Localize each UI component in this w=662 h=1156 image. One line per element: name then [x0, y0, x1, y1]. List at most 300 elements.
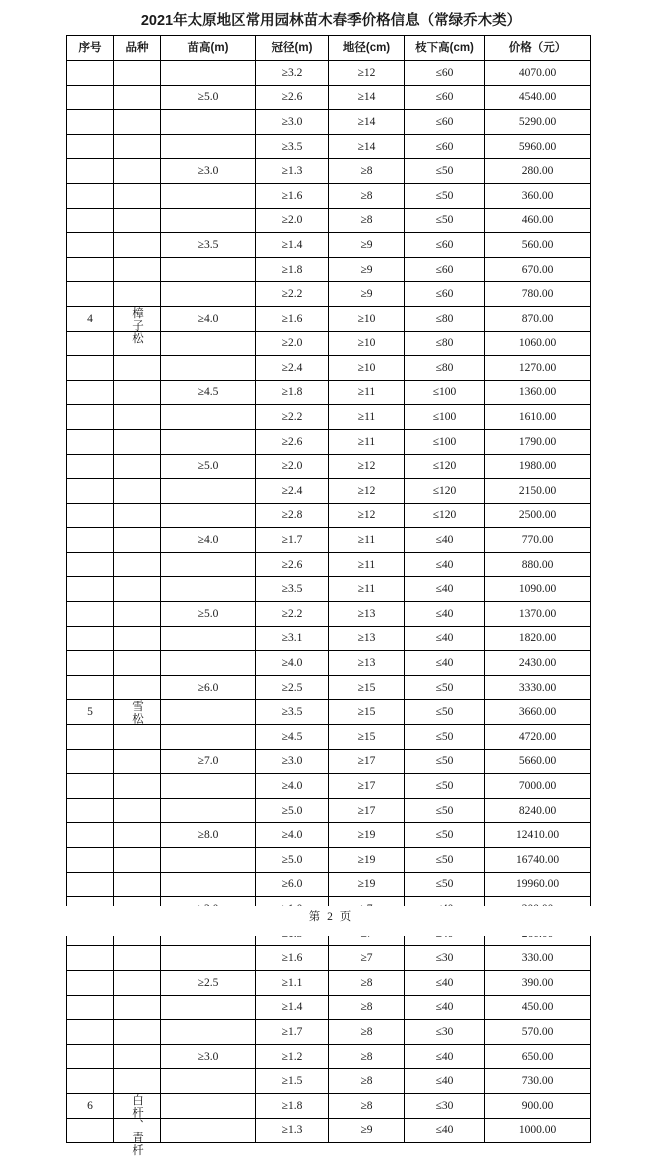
cell-index [67, 134, 114, 159]
cell-diameter: ≥9 [329, 1118, 405, 1143]
cell-diameter: ≥13 [329, 626, 405, 651]
table-row [67, 651, 591, 676]
cell-height [161, 208, 256, 233]
table-row [67, 626, 591, 651]
cell-diameter: ≥12 [329, 479, 405, 504]
cell-diameter: ≥8 [329, 1093, 405, 1118]
cell-branch: ≤80 [405, 356, 485, 381]
cell-crown: ≥1.4 [256, 233, 329, 258]
cell-diameter: ≥11 [329, 429, 405, 454]
cell-index [67, 257, 114, 282]
cell-crown: ≥1.4 [256, 995, 329, 1020]
cell-variety [114, 356, 161, 381]
cell-index [67, 651, 114, 676]
cell-height: ≥7.0 [161, 749, 256, 774]
cell-height: ≥5.0 [161, 85, 256, 110]
cell-branch: ≤120 [405, 479, 485, 504]
cell-index [67, 110, 114, 135]
cell-branch: ≤80 [405, 331, 485, 356]
cell-diameter: ≥11 [329, 552, 405, 577]
cell-branch: ≤30 [405, 946, 485, 971]
cell-price: 4070.00 [485, 61, 591, 86]
cell-height: ≥4.5 [161, 380, 256, 405]
cell-height [161, 282, 256, 307]
cell-price: 1980.00 [485, 454, 591, 479]
cell-branch: ≤100 [405, 380, 485, 405]
cell-branch: ≤50 [405, 823, 485, 848]
cell-diameter: ≥8 [329, 970, 405, 995]
cell-height: ≥6.0 [161, 675, 256, 700]
cell-variety [114, 552, 161, 577]
cell-height [161, 356, 256, 381]
cell-price: 5960.00 [485, 134, 591, 159]
cell-price: 1610.00 [485, 405, 591, 430]
cell-crown: ≥2.4 [256, 479, 329, 504]
cell-height [161, 700, 256, 725]
cell-diameter: ≥17 [329, 798, 405, 823]
cell-diameter: ≥10 [329, 306, 405, 331]
cell-variety [114, 1044, 161, 1069]
cell-branch: ≤120 [405, 503, 485, 528]
cell-index [67, 946, 114, 971]
cell-height [161, 257, 256, 282]
cell-price: 670.00 [485, 257, 591, 282]
table-row [67, 61, 591, 86]
cell-variety [114, 405, 161, 430]
cell-index [67, 208, 114, 233]
cell-height: ≥3.0 [161, 159, 256, 184]
cell-price: 460.00 [485, 208, 591, 233]
cell-crown: ≥2.2 [256, 405, 329, 430]
page-title: 2021年太原地区常用园林苗木春季价格信息（常绿乔木类） [140, 13, 522, 29]
cell-height: ≥3.0 [161, 1044, 256, 1069]
cell-price: 4540.00 [485, 85, 591, 110]
cell-crown: ≥4.5 [256, 725, 329, 750]
cell-branch: ≤80 [405, 306, 485, 331]
cell-crown: ≥5.0 [256, 848, 329, 873]
cell-index [67, 626, 114, 651]
cell-index [67, 552, 114, 577]
cell-branch: ≤50 [405, 774, 485, 799]
table-row [67, 1069, 591, 1094]
cell-index [67, 159, 114, 184]
cell-price: 1360.00 [485, 380, 591, 405]
column-header-price: 价格（元） [485, 36, 591, 61]
column-header-diameter: 地径(cm) [329, 36, 405, 61]
table-row [67, 454, 591, 479]
cell-variety [114, 872, 161, 897]
cell-branch: ≤40 [405, 552, 485, 577]
cell-height [161, 429, 256, 454]
cell-price: 900.00 [485, 1093, 591, 1118]
cell-crown: ≥2.4 [256, 356, 329, 381]
cell-diameter: ≥9 [329, 282, 405, 307]
cell-height [161, 651, 256, 676]
cell-branch: ≤50 [405, 159, 485, 184]
cell-branch: ≤50 [405, 749, 485, 774]
cell-diameter: ≥11 [329, 577, 405, 602]
cell-index [67, 970, 114, 995]
cell-height [161, 774, 256, 799]
cell-crown: ≥2.2 [256, 602, 329, 627]
cell-index: 5 [67, 700, 114, 725]
table-row [67, 331, 591, 356]
cell-price: 8240.00 [485, 798, 591, 823]
cell-branch: ≤50 [405, 725, 485, 750]
cell-branch: ≤30 [405, 1020, 485, 1045]
cell-variety [114, 577, 161, 602]
cell-diameter: ≥19 [329, 823, 405, 848]
cell-crown: ≥1.3 [256, 159, 329, 184]
cell-variety [114, 110, 161, 135]
cell-price: 4720.00 [485, 725, 591, 750]
cell-crown: ≥6.0 [256, 872, 329, 897]
cell-index [67, 405, 114, 430]
cell-diameter: ≥8 [329, 995, 405, 1020]
cell-price: 1370.00 [485, 602, 591, 627]
cell-index [67, 749, 114, 774]
cell-diameter: ≥8 [329, 159, 405, 184]
cell-index: 6 [67, 1093, 114, 1118]
cell-crown: ≥3.1 [256, 626, 329, 651]
column-header-branch: 枝下高(cm) [405, 36, 485, 61]
cell-branch: ≤40 [405, 1044, 485, 1069]
cell-branch: ≤50 [405, 208, 485, 233]
cell-index [67, 872, 114, 897]
cell-price: 1090.00 [485, 577, 591, 602]
table-row [67, 552, 591, 577]
cell-price: 730.00 [485, 1069, 591, 1094]
cell-price: 1060.00 [485, 331, 591, 356]
page-footer: 第 2 页 [308, 911, 354, 923]
table-row [67, 159, 591, 184]
cell-height [161, 503, 256, 528]
cell-branch: ≤50 [405, 872, 485, 897]
cell-index [67, 454, 114, 479]
cell-branch: ≤40 [405, 1069, 485, 1094]
table-row [67, 577, 591, 602]
variety-label: 雪松 [131, 700, 144, 726]
cell-variety [114, 1093, 161, 1156]
cell-diameter: ≥7 [329, 946, 405, 971]
cell-index [67, 429, 114, 454]
cell-diameter: ≥10 [329, 356, 405, 381]
cell-index [67, 528, 114, 553]
cell-index [67, 380, 114, 405]
cell-variety [114, 61, 161, 86]
cell-diameter: ≥13 [329, 602, 405, 627]
cell-height [161, 183, 256, 208]
cell-branch: ≤50 [405, 848, 485, 873]
cell-price: 16740.00 [485, 848, 591, 873]
cell-price: 450.00 [485, 995, 591, 1020]
cell-variety [114, 503, 161, 528]
cell-index [67, 774, 114, 799]
cell-variety [114, 823, 161, 848]
cell-branch: ≤50 [405, 675, 485, 700]
table-row [67, 946, 591, 971]
cell-crown: ≥3.2 [256, 61, 329, 86]
cell-crown: ≥2.2 [256, 282, 329, 307]
cell-variety [114, 183, 161, 208]
cell-crown: ≥1.8 [256, 1093, 329, 1118]
cell-diameter: ≥13 [329, 651, 405, 676]
table-row [67, 405, 591, 430]
cell-height: ≥4.0 [161, 528, 256, 553]
cell-branch: ≤50 [405, 700, 485, 725]
cell-variety [114, 848, 161, 873]
cell-price: 1790.00 [485, 429, 591, 454]
table-row [67, 749, 591, 774]
cell-variety [114, 159, 161, 184]
cell-branch: ≤120 [405, 454, 485, 479]
cell-index: 4 [67, 306, 114, 331]
table-row [67, 528, 591, 553]
cell-branch: ≤40 [405, 651, 485, 676]
cell-height [161, 479, 256, 504]
cell-index [67, 1069, 114, 1094]
cell-crown: ≥2.0 [256, 454, 329, 479]
cell-diameter: ≥19 [329, 872, 405, 897]
table-row [67, 306, 591, 331]
cell-branch: ≤40 [405, 602, 485, 627]
cell-diameter: ≥19 [329, 848, 405, 873]
cell-price: 770.00 [485, 528, 591, 553]
cell-index [67, 1020, 114, 1045]
cell-branch: ≤60 [405, 61, 485, 86]
cell-crown: ≥3.0 [256, 749, 329, 774]
cell-crown: ≥3.5 [256, 700, 329, 725]
cell-index [67, 233, 114, 258]
cell-variety [114, 725, 161, 750]
cell-branch: ≤40 [405, 970, 485, 995]
cell-branch: ≤100 [405, 405, 485, 430]
cell-price: 12410.00 [485, 823, 591, 848]
cell-price: 1270.00 [485, 356, 591, 381]
cell-branch: ≤60 [405, 257, 485, 282]
cell-index [67, 848, 114, 873]
column-header-height: 苗高(m) [161, 36, 256, 61]
cell-height [161, 995, 256, 1020]
table-row [67, 725, 591, 750]
price-table-container [66, 35, 590, 1156]
table-row [67, 233, 591, 258]
cell-height [161, 110, 256, 135]
cell-price: 1000.00 [485, 1118, 591, 1143]
cell-diameter: ≥8 [329, 1020, 405, 1045]
cell-crown: ≥5.0 [256, 798, 329, 823]
cell-diameter: ≥12 [329, 503, 405, 528]
cell-diameter: ≥14 [329, 110, 405, 135]
cell-price: 19960.00 [485, 872, 591, 897]
cell-branch: ≤40 [405, 995, 485, 1020]
table-row [67, 700, 591, 725]
table-row [67, 183, 591, 208]
cell-height [161, 848, 256, 873]
cell-height [161, 1069, 256, 1094]
cell-diameter: ≥12 [329, 454, 405, 479]
cell-height [161, 946, 256, 971]
cell-index [67, 823, 114, 848]
cell-crown: ≥1.8 [256, 257, 329, 282]
cell-price: 3660.00 [485, 700, 591, 725]
table-body [67, 61, 591, 1156]
cell-price: 2150.00 [485, 479, 591, 504]
cell-crown: ≥1.1 [256, 970, 329, 995]
table-header-row [67, 36, 591, 61]
cell-index [67, 282, 114, 307]
cell-diameter: ≥8 [329, 1044, 405, 1069]
table-row [67, 134, 591, 159]
cell-index [67, 85, 114, 110]
table-row [67, 1118, 591, 1143]
table-row [67, 823, 591, 848]
cell-branch: ≤50 [405, 183, 485, 208]
cell-variety [114, 774, 161, 799]
cell-branch: ≤100 [405, 429, 485, 454]
cell-variety [114, 700, 161, 725]
cell-crown: ≥4.0 [256, 651, 329, 676]
price-table [66, 35, 591, 1156]
cell-branch: ≤30 [405, 1093, 485, 1118]
cell-diameter: ≥14 [329, 85, 405, 110]
cell-crown: ≥4.0 [256, 823, 329, 848]
cell-branch: ≤60 [405, 282, 485, 307]
cell-height [161, 577, 256, 602]
table-row [67, 356, 591, 381]
cell-height: ≥3.5 [161, 233, 256, 258]
cell-variety [114, 257, 161, 282]
cell-index [67, 602, 114, 627]
cell-height [161, 331, 256, 356]
cell-variety [114, 429, 161, 454]
cell-height [161, 872, 256, 897]
table-row [67, 1020, 591, 1045]
cell-diameter: ≥11 [329, 405, 405, 430]
cell-crown: ≥2.0 [256, 208, 329, 233]
cell-height: ≥8.0 [161, 823, 256, 848]
cell-diameter: ≥17 [329, 749, 405, 774]
cell-index [67, 675, 114, 700]
cell-index [67, 798, 114, 823]
cell-crown: ≥3.5 [256, 134, 329, 159]
table-row [67, 257, 591, 282]
cell-crown: ≥2.0 [256, 331, 329, 356]
table-row [67, 1044, 591, 1069]
table-row [67, 282, 591, 307]
cell-crown: ≥2.6 [256, 552, 329, 577]
column-header-index: 序号 [67, 36, 114, 61]
cell-index [67, 503, 114, 528]
cell-diameter: ≥9 [329, 233, 405, 258]
cell-variety [114, 282, 161, 307]
cell-price: 7000.00 [485, 774, 591, 799]
cell-branch: ≤40 [405, 626, 485, 651]
cell-crown: ≥2.6 [256, 85, 329, 110]
cell-diameter: ≥8 [329, 1069, 405, 1094]
cell-height [161, 61, 256, 86]
cell-crown: ≥1.7 [256, 1020, 329, 1045]
table-row [67, 110, 591, 135]
cell-variety [114, 798, 161, 823]
cell-variety [114, 602, 161, 627]
cell-diameter: ≥8 [329, 208, 405, 233]
cell-price: 360.00 [485, 183, 591, 208]
cell-branch: ≤60 [405, 233, 485, 258]
cell-branch: ≤40 [405, 1118, 485, 1143]
cell-variety [114, 1020, 161, 1045]
variety-label: 白杆、青杄 [131, 1093, 144, 1156]
cell-diameter: ≥11 [329, 528, 405, 553]
cell-crown: ≥2.5 [256, 675, 329, 700]
cell-index [67, 995, 114, 1020]
cell-branch: ≤60 [405, 110, 485, 135]
cell-index [67, 183, 114, 208]
cell-variety [114, 528, 161, 553]
cell-index [67, 1044, 114, 1069]
table-row [67, 380, 591, 405]
cell-index [67, 577, 114, 602]
cell-price: 3330.00 [485, 675, 591, 700]
cell-price: 570.00 [485, 1020, 591, 1045]
cell-diameter: ≥17 [329, 774, 405, 799]
cell-branch: ≤60 [405, 85, 485, 110]
cell-variety [114, 946, 161, 971]
table-row [67, 208, 591, 233]
cell-crown: ≥1.7 [256, 528, 329, 553]
cell-diameter: ≥11 [329, 380, 405, 405]
cell-diameter: ≥12 [329, 61, 405, 86]
cell-diameter: ≥15 [329, 675, 405, 700]
cell-height [161, 1093, 256, 1118]
cell-height [161, 725, 256, 750]
cell-index [67, 1118, 114, 1143]
cell-variety [114, 626, 161, 651]
cell-variety [114, 306, 161, 345]
cell-price: 280.00 [485, 159, 591, 184]
cell-height [161, 1020, 256, 1045]
cell-price: 2500.00 [485, 503, 591, 528]
cell-variety [114, 85, 161, 110]
cell-variety [114, 454, 161, 479]
cell-index [67, 356, 114, 381]
cell-variety [114, 208, 161, 233]
cell-diameter: ≥15 [329, 700, 405, 725]
cell-variety [114, 970, 161, 995]
cell-index [67, 331, 114, 356]
cell-crown: ≥2.6 [256, 429, 329, 454]
cell-branch: ≤40 [405, 528, 485, 553]
cell-crown: ≥3.0 [256, 110, 329, 135]
cell-diameter: ≥9 [329, 257, 405, 282]
cell-index [67, 479, 114, 504]
cell-height: ≥5.0 [161, 602, 256, 627]
cell-height [161, 405, 256, 430]
cell-variety [114, 479, 161, 504]
table-row [67, 872, 591, 897]
cell-height: ≥2.5 [161, 970, 256, 995]
table-row [67, 479, 591, 504]
table-row [67, 85, 591, 110]
cell-price: 390.00 [485, 970, 591, 995]
column-header-crown: 冠径(m) [256, 36, 329, 61]
table-row [67, 798, 591, 823]
cell-height [161, 552, 256, 577]
cell-price: 870.00 [485, 306, 591, 331]
cell-branch: ≤60 [405, 134, 485, 159]
cell-index [67, 61, 114, 86]
cell-price: 5660.00 [485, 749, 591, 774]
